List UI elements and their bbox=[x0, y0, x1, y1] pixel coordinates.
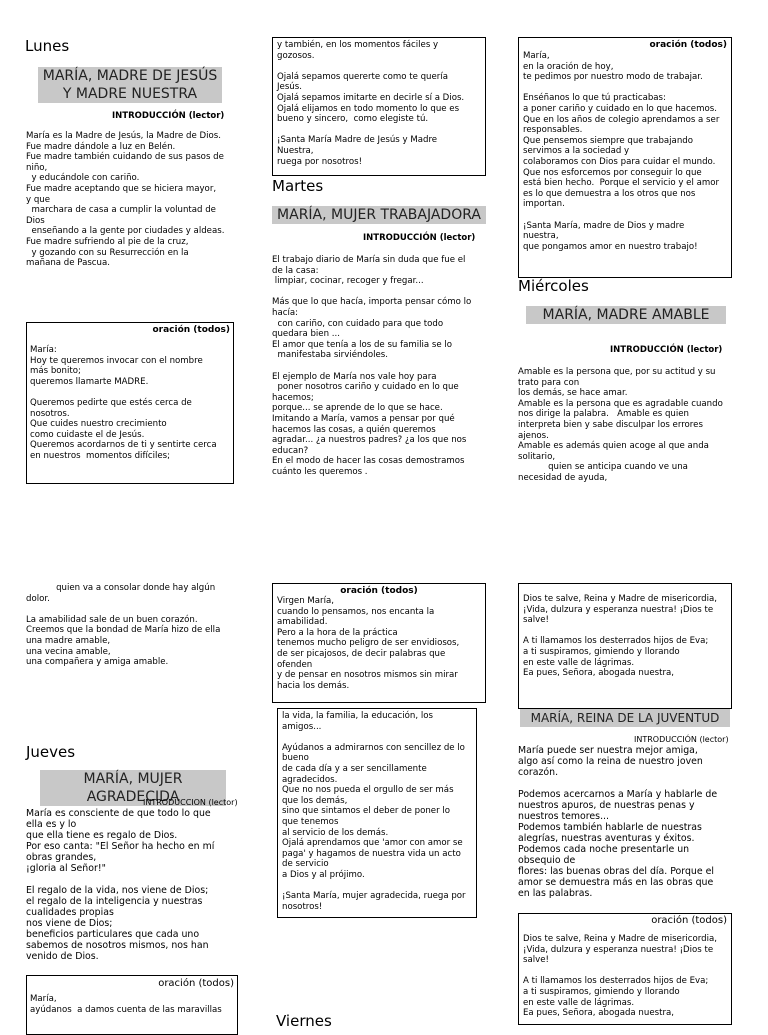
reading-text-martes: El trabajo diario de María sin duda que fue el de la casa: limpiar, cocinar, recoger y fregar... Más que lo que hacía, importa pensar cómo lo hacía: con cariño, con cuidado para que todo quedara bien ... El amor que tenía a los de su familia se lo manifestaba sirviéndoles. El ejemplo de María nos vale hoy para poner nosotros cariño y cuidado en lo que hacemos; porque... se aprende de lo que se hace. Imitando a María, vamos a pensar por qué hacemos las cosas, a quién queremos agradar... ¿a nuestros padres? ¿a los que nos educan? En el modo de hacer las cosas demostramos cuánto les queremos . bbox=[272, 255, 472, 477]
day-heading-martes: Martes bbox=[272, 177, 324, 195]
section-title-madre-de-jesus: MARÍA, MADRE DE JESÚS Y MADRE NUESTRA bbox=[38, 67, 222, 103]
prayer-text-miercoles-continued: Dios te salve, Reina y Madre de misericordia, ¡Vida, dulzura y esperanza nuestra! ¡Dios te salve! A ti llamamos los desterrados hijos de Eva; a ti suspiramos, gimiendo y llorando en este valle de lágrimas. Ea pues, Señora, abogada nuestra, bbox=[523, 594, 717, 679]
prayer-box-jueves-continued bbox=[277, 708, 477, 918]
section-title-reina-de-la-juventud: MARÍA, REINA DE LA JUVENTUD bbox=[520, 709, 730, 727]
intro-label: INTRODUCCIÓN (lector) bbox=[634, 735, 729, 744]
prayer-box-miercoles bbox=[272, 583, 486, 703]
prayer-box-jueves bbox=[26, 975, 238, 1035]
intro-label: INTRODUCCION (lector) bbox=[143, 798, 238, 807]
day-heading-lunes: Lunes bbox=[25, 37, 70, 55]
day-heading-jueves: Jueves bbox=[26, 743, 76, 761]
prayer-text-jueves-continued: la vida, la familia, la educación, los amigos... Ayúdanos a admirarnos con sencillez de lo bueno de cada día y a ser sencillamente agradecidos. Que no nos pueda el orgullo de ser más que los demás, sino que sintamos el deber de poner lo que tenemos al servicio de los demás. Ojalá aprendamos que 'amor con amor se paga' y hagamos de nuestra vida un acto de servicio a Dios y al prójimo. ¡Santa María, mujer agradecida, ruega por nosotros! bbox=[282, 711, 466, 912]
prayer-box-heading: oración (todos) bbox=[651, 915, 727, 926]
intro-label: INTRODUCCIÓN (lector) bbox=[610, 345, 723, 355]
prayer-box-heading: oración (todos) bbox=[340, 586, 418, 596]
section-title-mujer-agradecida: MARÍA, MUJER AGRADECIDA bbox=[40, 770, 226, 806]
prayer-box-heading: oración (todos) bbox=[649, 40, 727, 50]
prayer-text-viernes: Dios te salve, Reina y Madre de misericordia, ¡Vida, dulzura y esperanza nuestra! ¡Dios te salve! A ti llamamos los desterrados hijos de Eva; a ti suspiramos, gimiendo y llorando en este valle de lágrimas. Ea pues, Señora, abogada nuestra, bbox=[523, 934, 717, 1019]
intro-label: INTRODUCCIÓN (lector) bbox=[112, 111, 225, 121]
prayer-box-heading: oración (todos) bbox=[152, 325, 230, 335]
prayer-text-miercoles: Virgen María, cuando lo pensamos, nos encanta la amabilidad. Pero a la hora de la práctica tenemos mucho peligro de ser envidiosos, de ser picajosos, de decir palabras que ofenden y de pensar en nosotros mismos sin mirar hacia los demás. bbox=[277, 596, 460, 691]
day-heading-viernes: Viernes bbox=[276, 1012, 332, 1030]
prayer-text-jueves: María, ayúdanos a damos cuenta de las maravillas bbox=[30, 994, 222, 1015]
prayer-text-martes: María, en la oración de hoy, te pedimos por nuestro modo de trabajar. Enséñanos lo que tú practicabas: a poner cariño y cuidado en lo que hacemos. Que en los años de colegio aprendamos a ser responsables. Que pensemos siempre que trabajando servimos a la sociedad y colaboramos con Dios para cuidar el mundo. Que nos esforcemos por conseguir lo que está bien hecho. Porque el servicio y el amor es lo que demuestra a los otros que nos importan. ¡Santa María, madre de Dios y madre nuestra, que pongamos amor en nuestro trabajo! bbox=[523, 51, 720, 252]
prayer-box-lunes-continued bbox=[272, 37, 486, 176]
reading-text-viernes: María puede ser nuestra mejor amiga, algo así como la reina de nuestro joven corazón. Podemos acercarnos a María y hablarle de nuestros apuros, de nuestras penas y nuestros temores... Podemos también hablarle de nuestras alegrías, nuestras aventuras y éxitos. Podemos cada noche presentarle un obsequio de flores: las buenas obras del día. Porque el amor se demuestra más en las obras que en las palabras. bbox=[518, 745, 718, 899]
reading-text-miercoles: Amable es la persona que, por su actitud y su trato para con los demás, se hace amar. Amable es la persona que es agradable cuando nos dirige la palabra. Amable es quien interpreta bien y sabe disculpar los errores ajenos. Amable es además quien acoge al que anda solitario, quien se anticipa cuando ve una necesidad de ayuda, bbox=[518, 367, 723, 483]
section-title-mujer-trabajadora: MARÍA, MUJER TRABAJADORA bbox=[272, 206, 486, 224]
section-title-madre-amable: MARÍA, MADRE AMABLE bbox=[526, 306, 726, 324]
day-heading-miercoles: Miércoles bbox=[518, 277, 589, 295]
prayer-text-lunes-continued: y también, en los momentos fáciles y gozosos. Ojalá sepamos quererte como te quería Jesús. Ojalá sepamos imitarte en decirle sí a Dios. Ojalá elijamos en todo momento lo que es bueno y sincero, como elegiste tú. ¡Santa María Madre de Jesús y Madre Nuestra, ruega por nosotros! bbox=[277, 40, 465, 167]
prayer-box-miercoles-continued bbox=[518, 583, 732, 709]
prayer-box-heading: oración (todos) bbox=[158, 978, 234, 989]
intro-label: INTRODUCCIÓN (lector) bbox=[363, 233, 476, 243]
prayer-text-lunes: María: Hoy te queremos invocar con el nombre más bonito; queremos llamarte MADRE. Queremos pedirte que estés cerca de nosotros. Que cuides nuestro crecimiento como cuidaste el de Jesús. Queremos acordarnos de ti y sentirte cerca en nuestros momentos difíciles; bbox=[30, 345, 217, 461]
prayer-box-viernes bbox=[518, 913, 732, 1025]
reading-text-lunes: María es la Madre de Jesús, la Madre de Dios. Fue madre dándole a luz en Belén. Fue madre también cuidando de sus pasos de niño, y educándole con cariño. Fue madre aceptando que se hiciera mayor, y que marchara de casa a cumplir la voluntad de Dios enseñando a la gente por ciudades y aldeas. Fue madre sufriendo al pie de la cruz, y gozando con su Resurrección en la mañana de Pascua. bbox=[26, 131, 225, 269]
prayer-box-lunes bbox=[26, 322, 234, 484]
prayer-box-martes bbox=[518, 37, 732, 278]
reading-text-miercoles-continued: quien va a consolar donde hay algún dolor. La amabilidad sale de un buen corazón. Creemos que la bondad de María hizo de ella una madre amable, una vecina amable, una compañera y amiga amable. bbox=[26, 583, 221, 668]
reading-text-jueves: María es consciente de que todo lo que ella es y lo que ella tiene es regalo de Dios. Por eso canta: "El Señor ha hecho en mí obras grandes, ¡gloria al Señor!" El regalo de la vida, nos viene de Dios; el regalo de la inteligencia y nuestras cualidades propias nos viene de Dios; beneficios particulares que cada uno sabemos de nosotros mismos, nos han venido de Dios. bbox=[26, 808, 215, 962]
